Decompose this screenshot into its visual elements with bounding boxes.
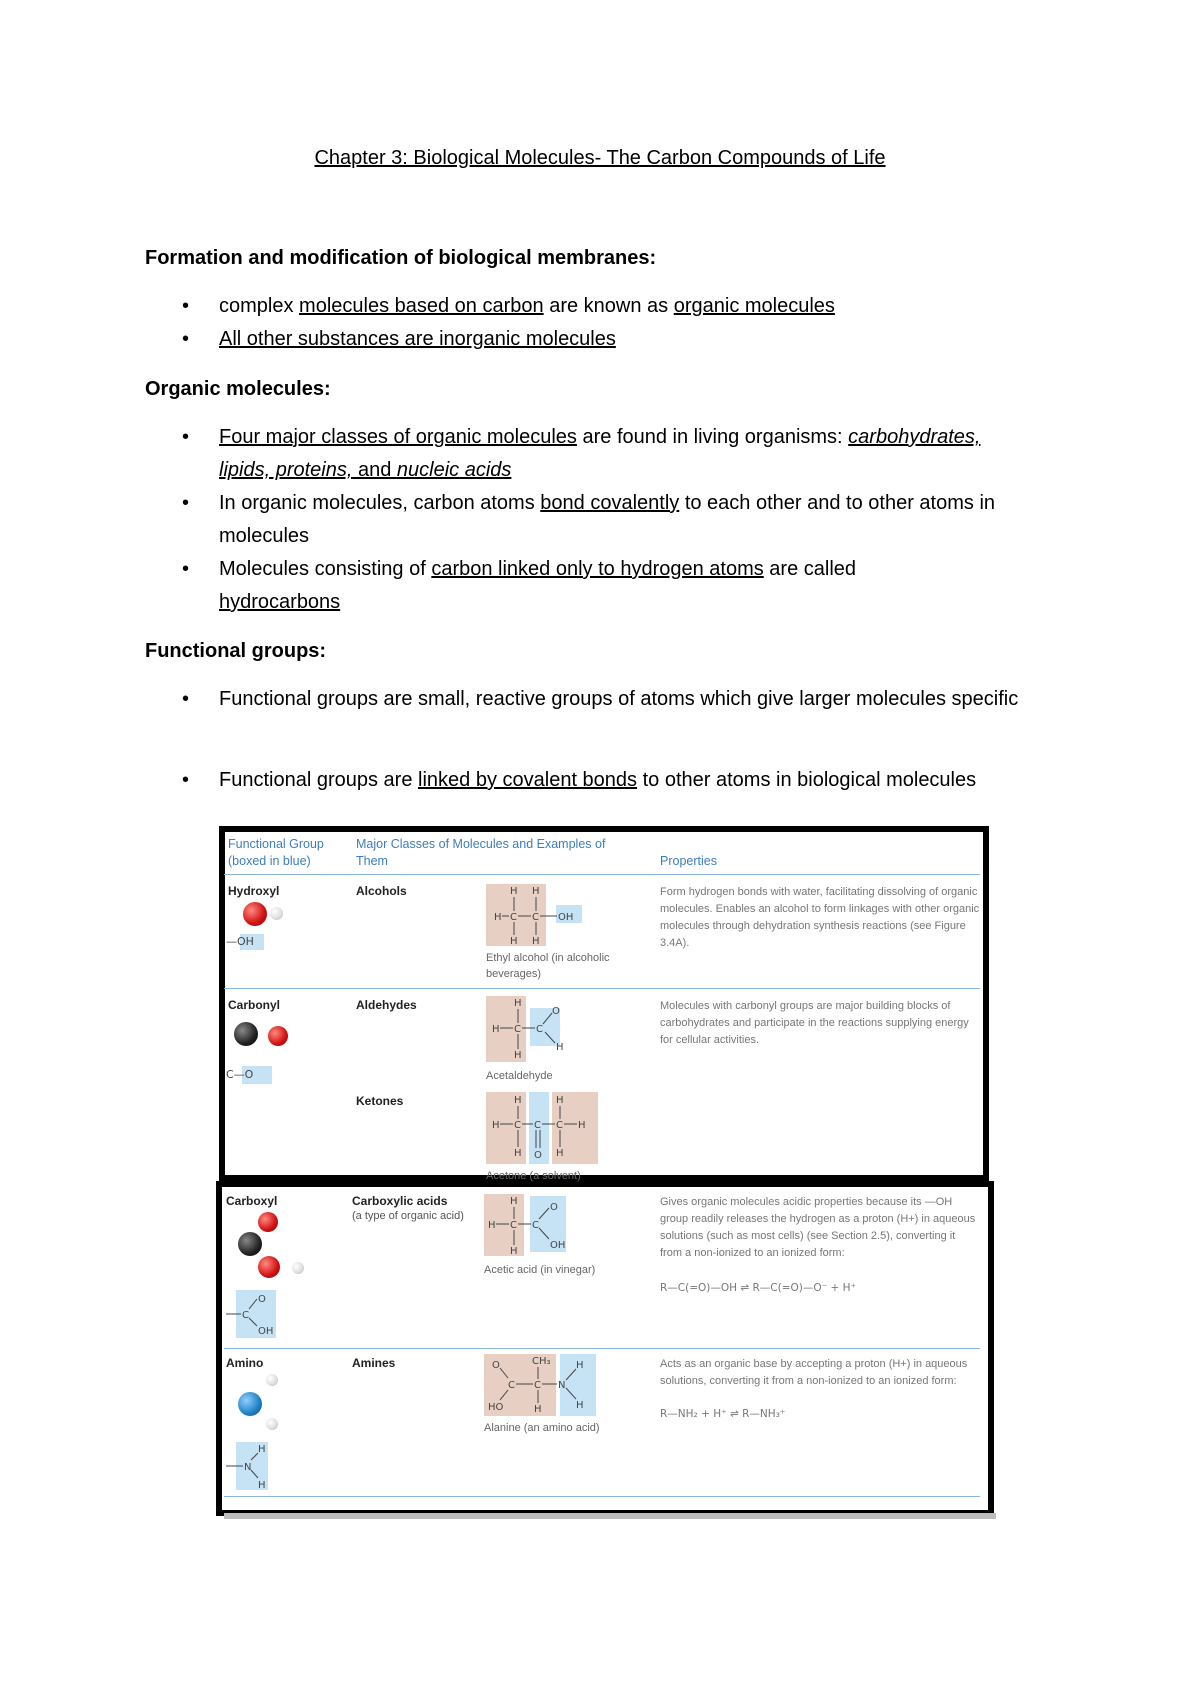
svg-text:C: C: [508, 1380, 515, 1391]
figure-header-rule: [224, 874, 980, 875]
group-label-carboxyl: Carboxyl: [226, 1194, 278, 1208]
bullet-inorganic-molecules: • All other substances are inorganic molecules: [182, 323, 1042, 356]
hydrogen-atom-icon: [270, 907, 283, 920]
svg-text:H: H: [534, 1404, 542, 1415]
class-label-aldehydes: Aldehydes: [356, 998, 417, 1012]
svg-text:H: H: [488, 1220, 496, 1231]
svg-text:H: H: [492, 1024, 500, 1035]
svg-text:H: H: [514, 998, 522, 1009]
acetic-acid-structure-icon: [484, 1194, 574, 1258]
section-heading-functional: Functional groups:: [145, 640, 327, 662]
page-title: Chapter 3: Biological Molecules- The Carbon Compounds of Life: [314, 147, 886, 169]
svg-text:OH: OH: [558, 912, 574, 923]
properties-carbonyl: Molecules with carbonyl groups are major building blocks of carbohydrates and participate in the reactions supplying energy for cellular activities.: [660, 1000, 969, 1046]
svg-text:H: H: [492, 1120, 500, 1131]
svg-text:C: C: [510, 1220, 517, 1231]
svg-text:H: H: [532, 936, 540, 946]
bullet-covalent-bonds: • In organic molecules, carbon atoms bond covalently to each other and to other atoms in molecules: [182, 487, 1042, 553]
svg-text:C: C: [534, 1120, 541, 1131]
svg-text:H: H: [514, 1095, 522, 1106]
hydroxyl-formula: —OH: [226, 935, 254, 948]
carboxyl-formula-icon: [224, 1290, 280, 1338]
bullet-hydrocarbons: • Molecules consisting of carbon linked only to hydrogen atoms are called hydrocarbons: [182, 553, 1042, 619]
hydrogen-atom-icon: [266, 1374, 278, 1386]
svg-text:C: C: [534, 1380, 541, 1391]
svg-text:H: H: [556, 1042, 564, 1053]
svg-text:C: C: [532, 1220, 539, 1231]
svg-text:HO: HO: [488, 1402, 504, 1413]
carbon-atom-icon: [238, 1232, 262, 1256]
svg-text:C: C: [514, 1120, 521, 1131]
class-label-amines: Amines: [352, 1356, 396, 1370]
class-label-carboxylic-acids: Carboxylic acids: [352, 1194, 448, 1208]
svg-text:C: C: [510, 912, 517, 923]
figure-shadow: [224, 1513, 996, 1519]
svg-text:O: O: [534, 1150, 542, 1161]
oxygen-atom-icon: [258, 1256, 280, 1278]
svg-text:C: C: [536, 1024, 543, 1035]
figure-header-group: Functional Group (boxed in blue): [228, 837, 324, 868]
svg-text:H: H: [514, 1148, 522, 1159]
oxygen-atom-icon: [243, 902, 267, 926]
properties-amino: Acts as an organic base by accepting a proton (H+) in aqueous solutions, converting it from a non-ionized to an ionized form:: [660, 1358, 968, 1387]
oxygen-atom-icon: [258, 1212, 278, 1232]
properties-carboxyl: Gives organic molecules acidic properties because its —OH group readily releases the hydrogen as a proton (H+) in aqueous solutions (such as most cells) (see Section 2.5), converting it from a non-ionized to an ionized form:: [660, 1196, 976, 1259]
svg-text:C: C: [556, 1120, 563, 1131]
example-caption-acetic-acid: Acetic acid (in vinegar): [484, 1264, 596, 1276]
group-label-amino: Amino: [226, 1356, 264, 1370]
bullet-four-classes: • Four major classes of organic molecules are found in living organisms: carbohydrates, lipids, proteins, and nucleic acids: [182, 421, 1042, 487]
acetaldehyde-structure-icon: [486, 996, 576, 1062]
carbon-atom-icon: [234, 1022, 258, 1046]
svg-text:H: H: [510, 1246, 518, 1257]
row-divider-1: [224, 988, 980, 989]
svg-text:H: H: [576, 1360, 584, 1371]
svg-text:H: H: [510, 886, 518, 897]
svg-text:N: N: [558, 1380, 566, 1391]
svg-text:N: N: [244, 1462, 252, 1473]
svg-text:OH: OH: [258, 1326, 274, 1337]
properties-hydroxyl: Form hydrogen bonds with water, facilitating dissolving of organic molecules. Enables an alcohol to form linkages with other organic molecules through dehydration synthesis reactions (see Figure 3.4A).: [660, 886, 980, 949]
alanine-structure-icon: [484, 1354, 596, 1416]
bullet-organic-molecules: • complex molecules based on carbon are known as organic molecules: [182, 290, 1042, 323]
hydrogen-atom-icon: [266, 1418, 278, 1430]
example-caption-alanine: Alanine (an amino acid): [484, 1422, 600, 1434]
svg-text:CH₃: CH₃: [532, 1356, 551, 1367]
example-caption-ethanol: Ethyl alcohol (in alcoholic beverages): [486, 952, 610, 980]
svg-text:O: O: [552, 1006, 560, 1017]
nitrogen-atom-icon: [238, 1392, 262, 1416]
svg-text:H: H: [510, 1196, 518, 1207]
svg-text:H: H: [494, 912, 502, 923]
acetone-structure-icon: [486, 1092, 598, 1164]
bullet-functional-definition: • Functional groups are small, reactive groups of atoms which give larger molecules specific: [182, 683, 1042, 716]
section-heading-formation: Formation and modification of biological membranes:: [145, 247, 657, 269]
section-heading-organic: Organic molecules:: [145, 378, 331, 400]
svg-text:H: H: [514, 1050, 522, 1061]
svg-text:OH: OH: [550, 1240, 566, 1251]
amino-formula-icon: [224, 1442, 272, 1492]
oxygen-atom-icon: [268, 1026, 288, 1046]
svg-text:C: C: [242, 1310, 249, 1321]
carbonyl-formula: C—O: [226, 1068, 254, 1081]
class-label-ketones: Ketones: [356, 1094, 404, 1108]
svg-text:O: O: [492, 1360, 500, 1371]
group-label-hydroxyl: Hydroxyl: [228, 884, 280, 898]
svg-text:C: C: [532, 912, 539, 923]
figure-header-properties: Properties: [660, 854, 717, 868]
svg-text:O: O: [550, 1202, 558, 1213]
svg-text:H: H: [258, 1444, 266, 1455]
row-divider-2: [224, 1348, 980, 1349]
svg-text:H: H: [556, 1095, 564, 1106]
svg-text:C: C: [514, 1024, 521, 1035]
svg-text:H: H: [510, 936, 518, 946]
svg-text:O: O: [258, 1294, 266, 1305]
hydrogen-atom-icon: [292, 1262, 304, 1274]
svg-text:H: H: [556, 1148, 564, 1159]
group-label-carbonyl: Carbonyl: [228, 998, 281, 1012]
svg-text:H: H: [578, 1120, 586, 1131]
example-caption-acetone: Acetone (a solvent): [486, 1170, 581, 1182]
bullet-functional-linkage: • Functional groups are linked by covalent bonds to other atoms in biological molecules: [182, 764, 1042, 797]
ethanol-structure-icon: [486, 884, 586, 946]
svg-text:H: H: [532, 886, 540, 897]
equation-carboxyl-ionization: R—C(=O)—OH ⇌ R—C(=O)—O⁻ + H⁺: [660, 1282, 857, 1294]
svg-text:H: H: [576, 1400, 584, 1411]
figure-header-classes: Major Classes of Molecules and Examples of Them: [356, 837, 606, 868]
equation-amino-ionization: R—NH₂ + H⁺ ⇌ R—NH₃⁺: [660, 1408, 786, 1420]
example-caption-acetaldehyde: Acetaldehyde: [486, 1070, 553, 1082]
class-label-alcohols: Alcohols: [356, 884, 407, 898]
figure-bottom-rule: [224, 1496, 980, 1497]
class-sublabel-organic-acid: (a type of organic acid): [352, 1210, 464, 1222]
svg-text:H: H: [258, 1480, 266, 1491]
